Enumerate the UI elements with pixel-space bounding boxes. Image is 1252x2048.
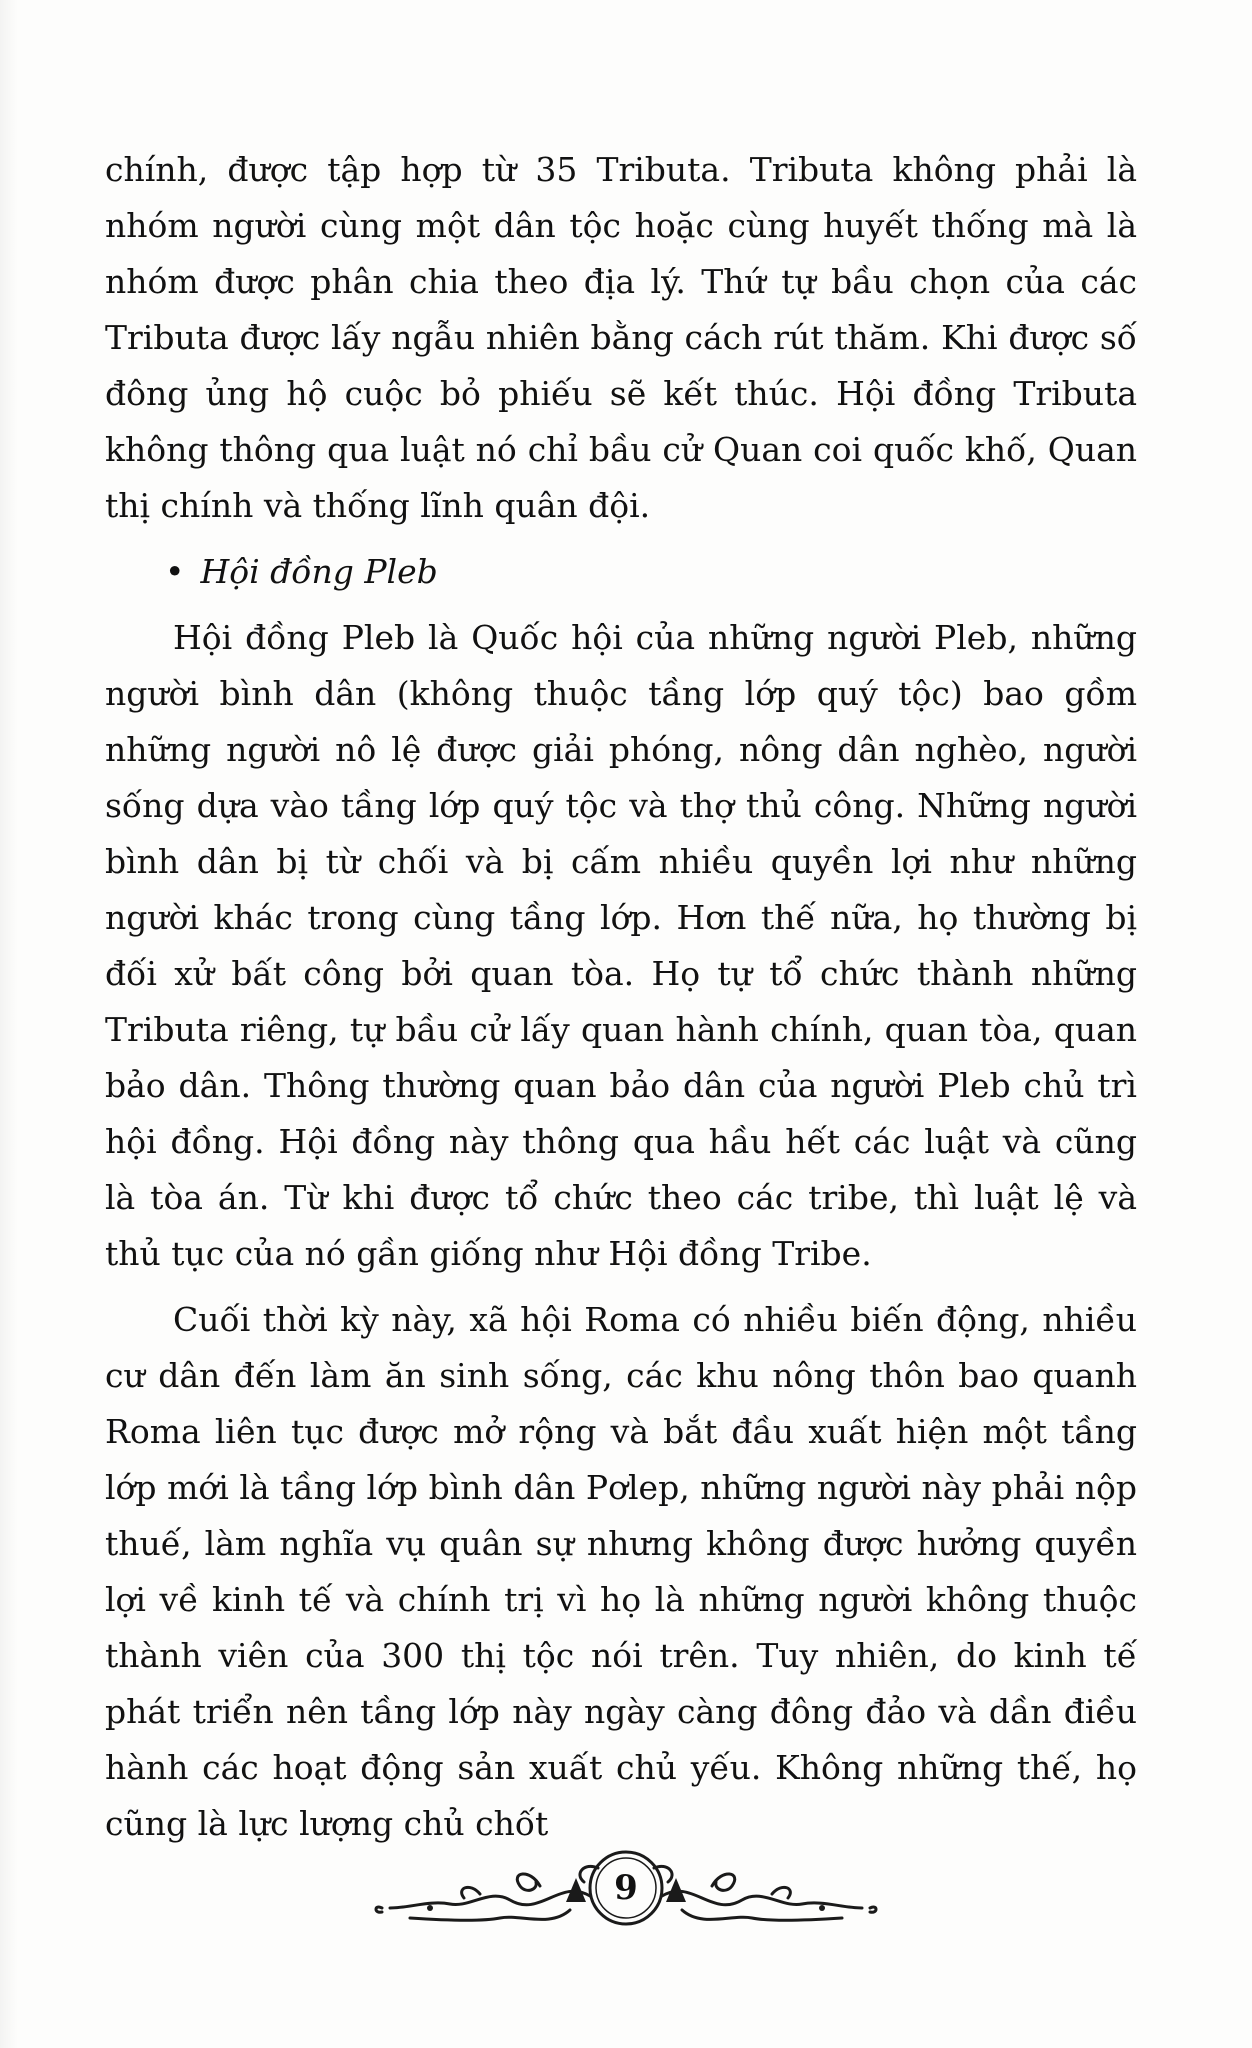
- paragraph-tributa-continued: chính, được tập hợp từ 35 Tributa. Tributa không phải là nhóm người cùng một dân tộc hoặc cùng huyết thống mà là nhóm được phân chia theo địa lý. Thứ tự bầu chọn của các Tributa được lấy ngẫu nhiên bằng cách rút thăm. Khi được số đông ủng hộ cuộc bỏ phiếu sẽ kết thúc. Hội đồng Tributa không thông qua luật nó chỉ bầu cử Quan coi quốc khố, Quan thị chính và thống lĩnh quân đội.: [105, 150, 1137, 525]
- section-heading-hoi-dong-pleb: [105, 544, 1137, 600]
- page-number: 9: [614, 1868, 638, 1908]
- page-footer-ornament: [370, 1838, 882, 1948]
- bullet-marker: •: [165, 552, 185, 591]
- paragraph-cuoi-thoi-ky: Cuối thời kỳ này, xã hội Roma có nhiều biến động, nhiều cư dân đến làm ăn sinh sống, các khu nông thôn bao quanh Roma liên tục được mở rộng và bắt đầu xuất hiện một tầng lớp mới là tầng lớp bình dân Pơlep, những người này phải nộp thuế, làm nghĩa vụ quân sự nhưng không được hưởng quyền lợi về kinh tế và chính trị vì họ là những người không thuộc thành viên của 300 thị tộc nói trên. Tuy nhiên, do kinh tế phát triển nên tầng lớp này ngày càng đông đảo và dần điều hành các hoạt động sản xuất chủ yếu. Không những thế, họ cũng là lực lượng chủ chốt: [105, 1300, 1137, 1843]
- section-heading-text: Hội đồng Pleb: [200, 552, 438, 591]
- paragraph-hoi-dong-pleb: Hội đồng Pleb là Quốc hội của những người Pleb, những người bình dân (không thuộc tầng lớp quý tộc) bao gồm những người nô lệ được giải phóng, nông dân nghèo, người sống dựa vào tầng lớp quý tộc và thợ thủ công. Những người bình dân bị từ chối và bị cấm nhiều quyền lợi như những người khác trong cùng tầng lớp. Hơn thế nữa, họ thường bị đối xử bất công bởi quan tòa. Họ tự tổ chức thành những Tributa riêng, tự bầu cử lấy quan hành chính, quan tòa, quan bảo dân. Thông thường quan bảo dân của người Pleb chủ trì hội đồng. Hội đồng này thông qua hầu hết các luật và cũng là tòa án. Từ khi được tổ chức theo các tribe, thì luật lệ và thủ tục của nó gần giống như Hội đồng Tribe.: [105, 618, 1137, 1273]
- page-edge-shadow: [0, 0, 18, 2048]
- body-text: [105, 142, 1137, 1852]
